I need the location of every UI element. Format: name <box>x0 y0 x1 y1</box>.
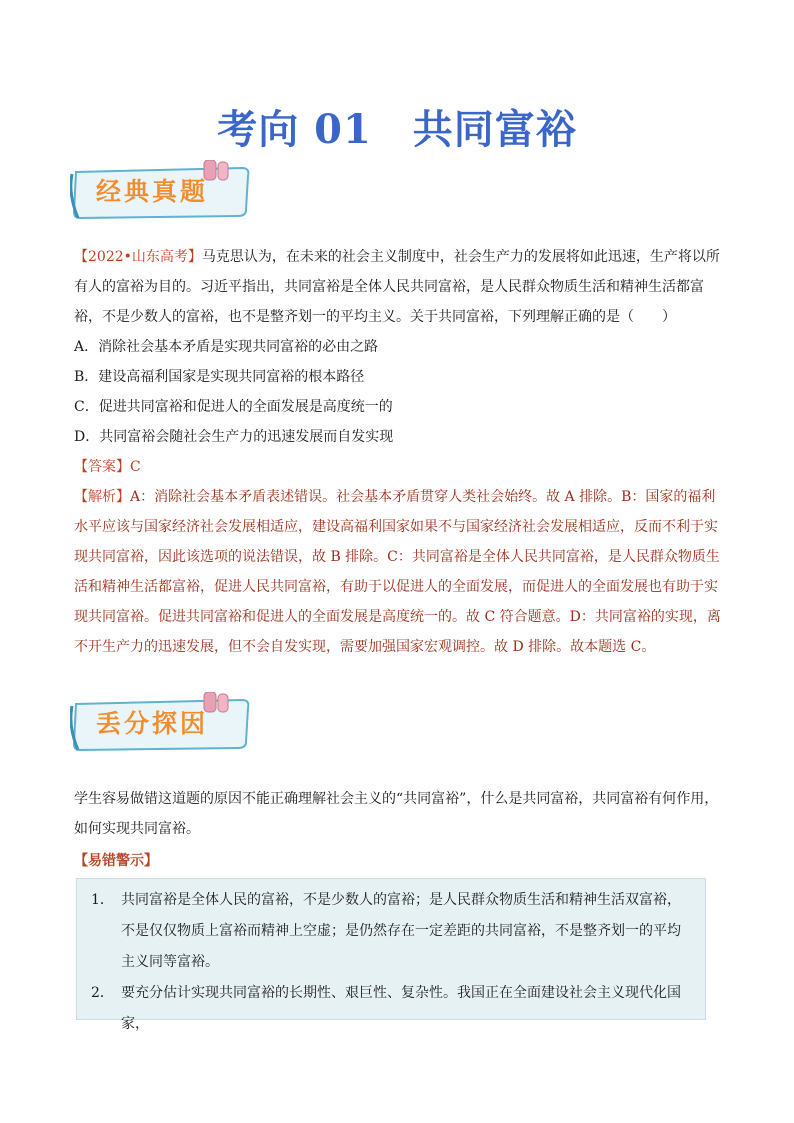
tip-item <box>91 885 691 978</box>
tip-text: 共同富裕是全体人民的富裕，不是少数人的富裕；是人民群众物质生活和精神生活双富裕，不是仅仅物质上富裕而精神上空虚；是仍然存在一定差距的共同富裕，不是整齐划一的平均主义同等富裕。 <box>121 892 681 970</box>
error-tips-box <box>76 878 706 1032</box>
reason-block <box>74 784 724 876</box>
analysis-label: 【解析】 <box>74 489 130 505</box>
tip-number: 1． <box>91 892 114 908</box>
question-block <box>74 242 724 662</box>
option-b: B．建设高福利国家是实现共同富裕的根本路径 <box>74 369 365 385</box>
question-source: 【2022•山东高考】 <box>74 249 202 265</box>
question-stem-text: 马克思认为，在未来的社会主义制度中，社会生产力的发展将如此迅速，生产将以所有人的富裕为目的。习近平指出，共同富裕是全体人民共同富裕，是人民群众物质生活和精神生活都富裕，不是少数人的富裕，也不是整齐划一的平均主义。关于共同富裕，下列理解正确的是（ ） <box>74 249 720 325</box>
page-title: 考向 01 共同富裕 <box>217 106 577 153</box>
tip-number: 2． <box>91 985 114 1001</box>
tip-text: 要充分估计实现共同富裕的长期性、艰巨性、复杂性。我国正在全面建设社会主义现代化国家， <box>121 985 681 1032</box>
analysis-paragraph <box>74 482 724 662</box>
answer-label: 【答案】 <box>74 459 130 475</box>
section-title-classic: 经典真题 <box>96 177 209 206</box>
analysis-text: A：消除社会基本矛盾表述错误。社会基本矛盾贯穿人类社会始终。故 A 排除。B：国家的福利水平应该与国家经济社会发展相适应，建设高福利国家如果不与国家经济社会发展相适应，反而不利于实现共同富裕，因此该选项的说法错误，故 B 排除。C：共同富裕是全体人民共同富裕，是人民群众物质生活和精神生活都富裕，促进人民共同富裕，有助于以促进人的全面发展，而促进人的全面发展也有助于实现共同富裕。促进共同富裕和促进人的全面发展是高度统一的。故 C 符合题意。D：共同富裕的实现，离不开生产力的迅速发展，但不会自发实现，需要加强国家宏观调控。故 D 排除。故本题选 C。 <box>74 489 721 655</box>
error-note-label: 【易错警示】 <box>74 853 158 869</box>
section-title-reason: 丢分探因 <box>96 709 209 738</box>
option-c: C．促进共同富裕和促进人的全面发展是高度统一的 <box>74 399 393 415</box>
section-badge-classic <box>70 160 256 222</box>
option-d: D．共同富裕会随社会生产力的迅速发展而自发实现 <box>74 429 394 445</box>
answer-value: C <box>130 459 141 475</box>
tip-item <box>91 978 691 1040</box>
answer-line <box>74 452 724 482</box>
question-stem <box>74 242 724 332</box>
section-badge-reason <box>70 692 256 754</box>
reason-text: 学生容易做错这道题的原因不能正确理解社会主义的“共同富裕”，什么是共同富裕，共同富裕有何作用，如何实现共同富裕。 <box>74 791 719 837</box>
option-a: A．消除社会基本矛盾是实现共同富裕的必由之路 <box>74 339 379 355</box>
